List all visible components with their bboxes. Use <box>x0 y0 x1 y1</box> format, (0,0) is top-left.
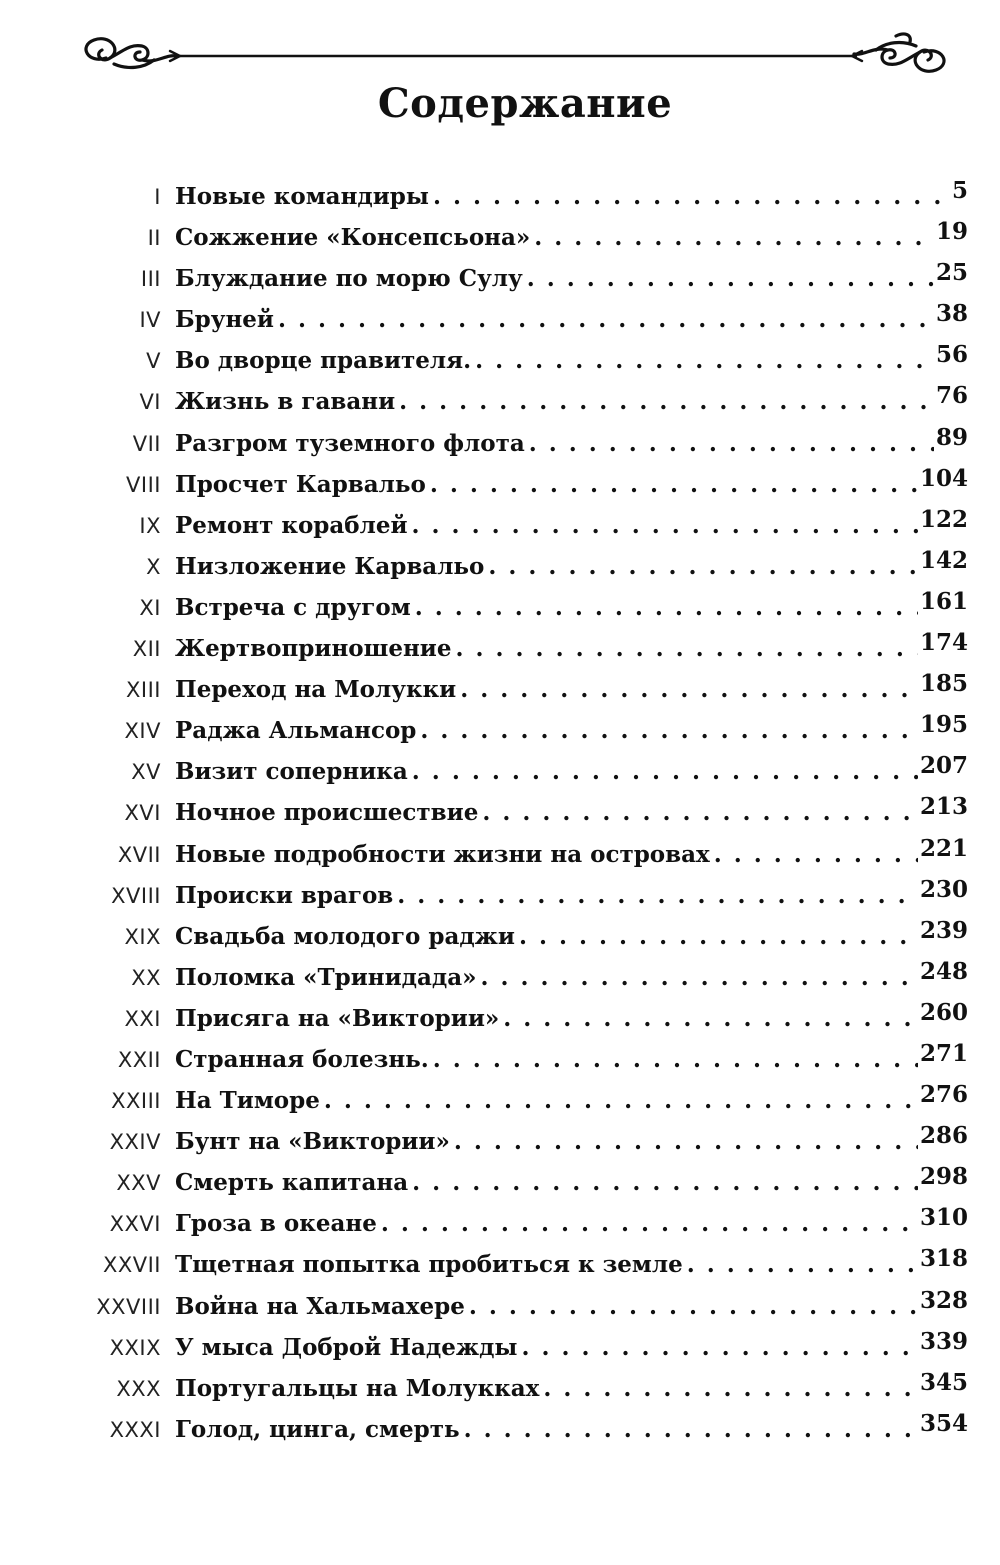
toc-row <box>0 299 1000 340</box>
chapter-title: Бунт на «Виктории» <box>175 1128 450 1156</box>
toc-entry <box>175 1327 968 1368</box>
table-of-contents <box>0 176 1000 1450</box>
toc-entry <box>175 710 968 751</box>
page-number: 104 <box>919 464 968 492</box>
dot-leader <box>543 1368 918 1409</box>
chapter-title: Ремонт кораблей <box>175 511 408 539</box>
chapter-number: V <box>146 349 161 374</box>
toc-row <box>0 1080 1000 1121</box>
chapter-number: XII <box>132 637 161 662</box>
chapter-title: Происки врагов <box>175 881 394 909</box>
toc-row <box>0 1039 1000 1080</box>
chapter-number: XI <box>139 595 161 620</box>
chapter-number: IV <box>139 308 161 333</box>
toc-row <box>0 834 1000 875</box>
page-number: 122 <box>919 505 968 533</box>
toc-entry <box>175 340 968 381</box>
dot-leader <box>469 1286 918 1327</box>
toc-entry <box>175 546 968 587</box>
chapter-number: II <box>147 226 161 251</box>
toc-entry <box>175 628 968 669</box>
toc-row <box>0 957 1000 998</box>
chapter-title: Поломка «Тринидада» <box>175 963 477 991</box>
toc-row <box>0 340 1000 381</box>
chapter-number: XVI <box>124 801 161 826</box>
toc-row <box>0 751 1000 792</box>
dot-leader <box>687 1244 918 1285</box>
page-title: Содержание <box>377 80 673 127</box>
toc-row <box>0 381 1000 422</box>
chapter-number: IX <box>139 513 161 538</box>
chapter-title: Бруней <box>175 306 274 334</box>
toc-entry <box>175 1409 968 1450</box>
dot-leader <box>324 1080 918 1121</box>
page-number: 230 <box>919 875 968 903</box>
chapter-number: XIX <box>124 924 161 949</box>
chapter-number: XVIII <box>111 883 161 908</box>
page-number: 239 <box>919 916 968 944</box>
chapter-number: XXIV <box>109 1130 161 1155</box>
toc-row <box>0 423 1000 464</box>
page-number: 185 <box>919 670 968 698</box>
dot-leader <box>278 299 934 340</box>
header-ornament <box>70 24 960 86</box>
page-number: 298 <box>919 1163 968 1191</box>
toc-entry <box>175 1244 968 1285</box>
toc-entry <box>175 299 968 340</box>
chapter-number: XV <box>131 760 161 785</box>
chapter-title: У мыса Доброй Надежды <box>175 1333 518 1361</box>
toc-entry <box>175 834 968 875</box>
toc-entry <box>175 258 968 299</box>
chapter-title: Голод, цинга, смерть <box>175 1415 460 1443</box>
toc-entry <box>175 1286 968 1327</box>
toc-row <box>0 587 1000 628</box>
chapter-title: Сожжение «Консепсьона» <box>175 224 531 252</box>
toc-row <box>0 546 1000 587</box>
toc-entry <box>175 176 968 217</box>
page-number: 5 <box>951 177 968 204</box>
dot-leader <box>412 751 918 792</box>
page-number: 310 <box>919 1204 968 1232</box>
dot-leader <box>399 381 934 422</box>
toc-row <box>0 1368 1000 1409</box>
page-number: 260 <box>919 998 968 1026</box>
page-number: 276 <box>919 1081 968 1109</box>
dot-leader <box>412 1162 918 1203</box>
page-number: 38 <box>935 300 968 328</box>
chapter-title: Жертвоприношение <box>175 635 452 663</box>
toc-entry <box>175 1162 968 1203</box>
dot-leader <box>412 505 918 546</box>
chapter-title: На Тиморе <box>175 1087 320 1115</box>
dot-leader <box>415 587 918 628</box>
chapter-number: XXXI <box>109 1417 161 1442</box>
chapter-number: XX <box>131 965 161 990</box>
toc-row <box>0 1203 1000 1244</box>
toc-row <box>0 1121 1000 1162</box>
page-number: 76 <box>935 382 968 410</box>
toc-row <box>0 505 1000 546</box>
toc-row <box>0 1409 1000 1450</box>
page-number: 89 <box>935 423 968 451</box>
chapter-number: XXVIII <box>96 1294 161 1319</box>
dot-leader <box>397 875 918 916</box>
toc-entry <box>175 217 968 258</box>
chapter-title: Гроза в океане <box>175 1210 377 1238</box>
toc-entry <box>175 751 968 792</box>
page-number: 25 <box>935 259 968 287</box>
toc-entry <box>175 792 968 833</box>
toc-entry <box>175 1080 968 1121</box>
dot-leader <box>464 1409 918 1450</box>
dot-leader <box>529 423 934 464</box>
page-number: 195 <box>919 711 968 739</box>
chapter-title: Переход на Молукки <box>175 676 457 704</box>
chapter-title: Свадьба молодого раджи <box>175 922 515 950</box>
dot-leader <box>456 628 918 669</box>
chapter-number: XXIII <box>111 1089 161 1114</box>
chapter-number: XXII <box>117 1047 161 1072</box>
page-number: 174 <box>919 629 968 657</box>
dot-leader <box>534 217 934 258</box>
page-number: 328 <box>919 1286 968 1314</box>
page-number: 213 <box>919 793 968 821</box>
dot-leader <box>714 834 918 875</box>
chapter-title: Ночное происшествие <box>175 799 479 827</box>
chapter-number: I <box>154 185 161 209</box>
chapter-number: XXX <box>116 1376 161 1401</box>
chapter-number: XXI <box>124 1006 161 1031</box>
toc-row <box>0 1162 1000 1203</box>
chapter-number: XXVI <box>109 1212 161 1237</box>
chapter-number: VII <box>132 431 161 456</box>
page-number: 354 <box>919 1409 968 1437</box>
page-number: 286 <box>919 1122 968 1150</box>
chapter-title: Во дворце правителя. <box>175 347 472 375</box>
dot-leader <box>482 792 918 833</box>
dot-leader <box>454 1121 918 1162</box>
chapter-number: VI <box>139 390 161 415</box>
chapter-title: Тщетная попытка пробиться к земле <box>175 1251 683 1279</box>
toc-row <box>0 916 1000 957</box>
toc-row <box>0 1244 1000 1285</box>
toc-entry <box>175 381 968 422</box>
chapter-number: XIV <box>124 719 161 744</box>
toc-row <box>0 1286 1000 1327</box>
chapter-title: Раджа Альмансор <box>175 717 417 745</box>
page-number: 271 <box>919 1039 968 1067</box>
toc-entry <box>175 875 968 916</box>
dot-leader <box>430 464 918 505</box>
dot-leader <box>381 1203 918 1244</box>
chapter-number: VIII <box>126 472 161 497</box>
toc-entry <box>175 1121 968 1162</box>
toc-entry <box>175 423 968 464</box>
toc-row <box>0 628 1000 669</box>
page-number: 345 <box>919 1368 968 1396</box>
toc-entry <box>175 916 968 957</box>
page-number: 318 <box>919 1245 968 1273</box>
toc-row <box>0 464 1000 505</box>
page-number: 142 <box>919 546 968 574</box>
dot-leader <box>480 957 918 998</box>
toc-row <box>0 1327 1000 1368</box>
toc-row <box>0 258 1000 299</box>
chapter-number: III <box>140 267 161 292</box>
chapter-title: Низложение Карвальо <box>175 552 485 580</box>
page-number: 161 <box>919 587 968 615</box>
toc-entry <box>175 587 968 628</box>
chapter-title: Война на Хальмахере <box>175 1292 465 1320</box>
chapter-title: Встреча с другом <box>175 593 411 621</box>
toc-row <box>0 176 1000 217</box>
page-number: 339 <box>919 1327 968 1355</box>
dot-leader <box>519 916 918 957</box>
toc-row <box>0 792 1000 833</box>
chapter-number: XXVII <box>102 1253 161 1278</box>
page-number: 19 <box>935 218 968 246</box>
chapter-number: XXIX <box>109 1335 161 1360</box>
toc-entry <box>175 669 968 710</box>
toc-row <box>0 875 1000 916</box>
toc-row <box>0 710 1000 751</box>
chapter-title: Жизнь в гавани <box>175 388 396 416</box>
chapter-title: Смерть капитана <box>175 1169 409 1197</box>
toc-entry <box>175 1039 968 1080</box>
chapter-number: XIII <box>126 678 161 703</box>
page-number: 248 <box>919 957 968 985</box>
chapter-title: Разгром туземного флота <box>175 429 525 457</box>
dot-leader <box>488 546 918 587</box>
chapter-title: Странная болезнь. <box>175 1045 429 1073</box>
toc-entry <box>175 957 968 998</box>
dot-leader <box>475 340 934 381</box>
toc-row <box>0 998 1000 1039</box>
toc-entry <box>175 998 968 1039</box>
chapter-title: Просчет Карвальо <box>175 470 426 498</box>
page-number: 221 <box>919 834 968 862</box>
toc-entry <box>175 1203 968 1244</box>
chapter-number: XXV <box>116 1171 161 1196</box>
page-number: 56 <box>935 341 968 369</box>
chapter-title: Присяга на «Виктории» <box>175 1004 500 1032</box>
chapter-title: Новые подробности жизни на островах <box>175 840 710 868</box>
toc-row <box>0 669 1000 710</box>
toc-entry <box>175 1368 968 1409</box>
dot-leader <box>420 710 918 751</box>
dot-leader <box>503 998 918 1039</box>
chapter-title: Новые командиры <box>175 183 429 210</box>
page-number: 207 <box>919 752 968 780</box>
dot-leader <box>433 176 950 217</box>
chapter-title: Визит соперника <box>175 758 408 786</box>
toc-row <box>0 217 1000 258</box>
dot-leader <box>433 1039 918 1080</box>
toc-entry <box>175 505 968 546</box>
chapter-title: Блуждание по морю Сулу <box>175 265 523 293</box>
chapter-number: XVII <box>117 842 161 867</box>
dot-leader <box>460 669 918 710</box>
chapter-number: X <box>146 554 161 579</box>
toc-entry <box>175 464 968 505</box>
chapter-title: Португальцы на Молукках <box>175 1374 540 1402</box>
dot-leader <box>521 1327 918 1368</box>
dot-leader <box>527 258 934 299</box>
